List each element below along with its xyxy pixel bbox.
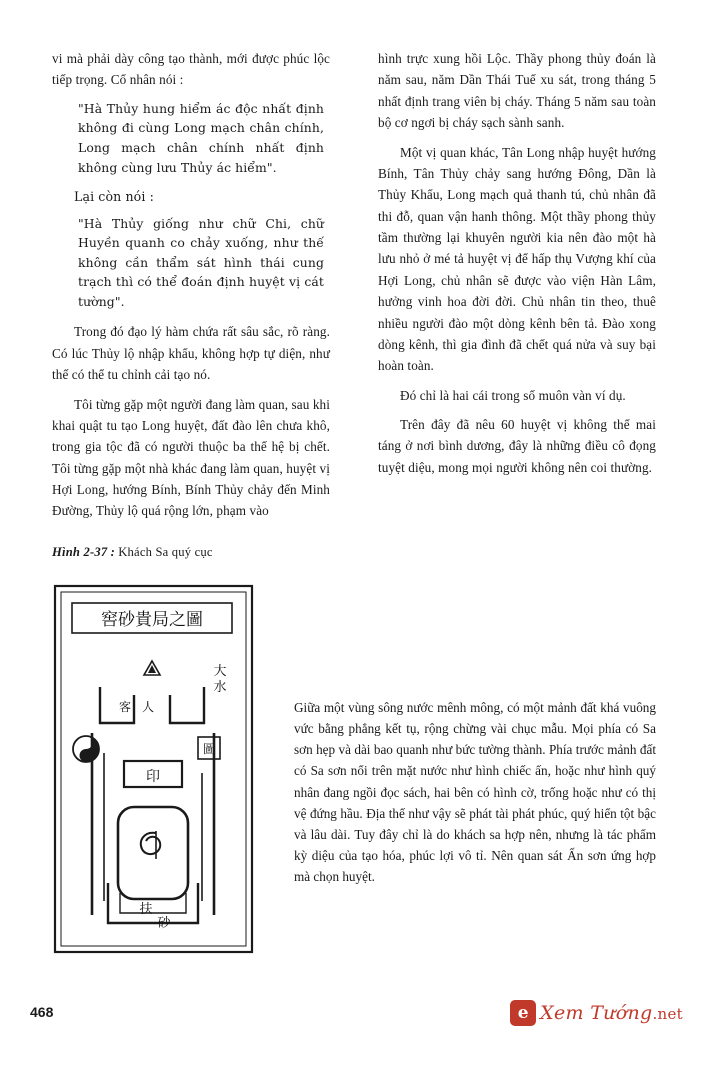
block-quote: "Hà Thủy giống như chữ Chi, chữ Huyền quanh co chảy xuống, như thế không cần thẩm sát hình thái cung trạch thì có thể đoán định huyệt vị cát tường". xyxy=(78,215,324,309)
page-number: 468 xyxy=(30,1004,54,1020)
paragraph: Một vị quan khác, Tân Long nhập huyệt hướng Bính, Tân Thủy chảy sang hướng Đông, Dần là Thủy Khẩu, Long mạch quả thanh tú, chủ nhân đã thi đỗ, quan vận hanh thông. Một thầy phong thủy tầm thường lại khuyên người kia nên đào một hà lưu nhỏ ở mé tả huyệt vị để hấp thụ Vượng khí của Hợi Long, chủ nhân sẽ được vào viện Hàn Lâm, hưởng vinh hoa đời đời. Chủ nhân tin theo, thuê nhiều người đào một dòng kênh bên tả. Đào xong dòng kênh, thì gia đình đã chết quá nửa và suy bại hoàn toàn. xyxy=(378,144,656,374)
watermark xyxy=(510,1000,683,1026)
watermark-logo-icon: e xyxy=(510,1000,536,1026)
paragraph: Trên đây đã nêu 60 huyệt vị không thể mai táng ở nơi bình dương, đây là những điều cô đọng tuyệt diệu, mong mọi người không nên coi thường. xyxy=(378,417,656,475)
figure-label-top-right: 大 xyxy=(213,664,227,679)
paragraph: Trong đó đạo lý hàm chứa rất sâu sắc, rõ ràng. Có lúc Thủy lộ nhập khẩu, không hợp tự diện, như thế có thể tu chỉnh cải tạo nó. xyxy=(52,324,330,383)
figure-diagram xyxy=(52,583,255,955)
figure-label-inner-top: 客 xyxy=(118,700,132,714)
figure-label-mid-center: 印 xyxy=(146,769,160,785)
paragraph: Tôi từng gặp một người đang làm quan, sau khi khai quật tu tạo Long huyệt, đất đào lên chưa khô, trong gia tộc đã có người thuộc ba thế hệ bị chết. Tôi từng gặp một nhà khác đang làm quan, huyệt vị Hợi Long, hướng Bính, Bính Thủy chảy đến Minh Đường, Thủy lộ quá rộng lớn, phạm vào xyxy=(52,396,330,519)
text-column-left xyxy=(52,48,330,530)
paragraph: Đó chỉ là hai cái trong số muôn vàn ví dụ. xyxy=(400,387,626,403)
figure-description-paragraph: Giữa một vùng sông nước mênh mông, có một mảnh đất khá vuông vức bằng phẳng kết tụ, rộng chừng vài chục mẫu. Mọi phía có Sa sơn hẹp và dài bao quanh như bức tường thành. Phía trước mảnh đất có Sa sơn nổi trên mặt nước như hình chiếc ấn, hoặc như hình quý nhân đang ngồi đọc sách, hai bên có hình cờ, trống hoặc như có thị vệ đứng hầu. Địa thế như vậy sẽ phát tài phát phúc, quý hiển tột bậc và lâu dài. Tuy đây chỉ là do khách sa hợp nên, nhưng là tác phẩm kỳ diệu của tạo hóa, phúc lợi vô tỉ. Nên quan sát Ấn sơn ứng hợp mà chọn huyệt. xyxy=(294,700,656,884)
paragraph: hình trực xung hồi Lộc. Thầy phong thủy đoán là năm sau, năm Dần Thái Tuế xu sát, trong tháng 5 nhất định trang viên bị cháy. Tháng 5 năm sau toàn bộ cơ ngơi bị cháy sạch sành sanh. xyxy=(378,51,656,131)
text-column-right xyxy=(378,48,656,486)
figure-number: Hình 2-37 : xyxy=(52,545,116,559)
watermark-domain: .net xyxy=(652,1005,683,1023)
figure-caption xyxy=(52,545,213,560)
quote-lead-in: Lại còn nói : xyxy=(74,189,154,205)
figure-inner-label: 窖砂貴局之圖 xyxy=(101,610,203,630)
figure-label-mid-right: 圖 xyxy=(202,742,216,756)
figure-label-bottom: 扶 xyxy=(139,902,153,917)
svg-text:水: 水 xyxy=(213,680,227,695)
watermark-text: Xem Tướng.net xyxy=(540,1002,683,1024)
block-quote: "Hà Thủy hung hiểm ác độc nhất định không đi cùng Long mạch chân chính, Long mạch chân chính nhất định không cùng lưu Thủy ác hiểm". xyxy=(78,100,324,175)
taiji-icon xyxy=(73,736,99,762)
figure-title: Khách Sa quý cục xyxy=(118,545,213,559)
svg-text:人: 人 xyxy=(141,700,155,714)
paragraph: vi mà phải dày công tạo thành, mới được phúc lộc tiếp trọng. Cổ nhân nói : xyxy=(52,51,330,88)
svg-text:砂: 砂 xyxy=(157,916,171,931)
